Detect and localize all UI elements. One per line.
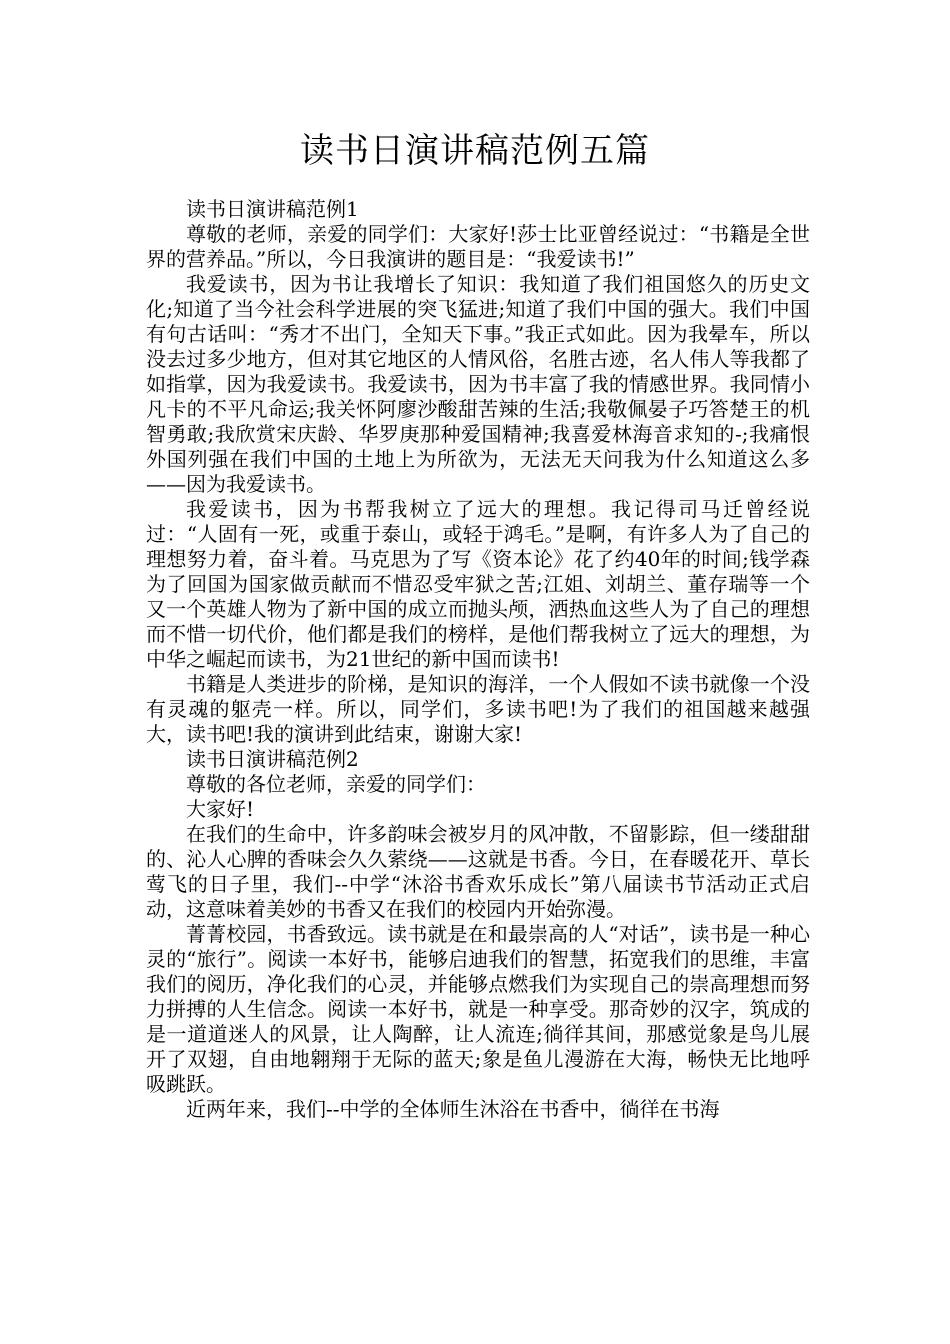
paragraph: 菁菁校园，书香致远。读书就是在和最崇高的人“对话”，读书是一种心灵的“旅行”。阅读一本好书，能够启迪我们的智慧，拓宽我们的思维，丰富我们的阅历，净化我们的心灵，并能够点燃我们为实现自己的崇高理想而努力拼搏的人生信念。阅读一本好书，就是一种享受。那奇妙的汉字，筑成的是一道道迷人的风景，让人陶醉，让人流连;徜徉其间，那感觉象是鸟儿展开了双翅，自由地翱翔于无际的蓝天;象是鱼儿漫游在大海，畅快无比地呼吸跳跃。: [146, 922, 810, 1096]
document-body: [146, 197, 810, 1122]
paragraph: 近两年来，我们--中学的全体师生沐浴在书香中，徜徉在书海: [186, 1097, 720, 1121]
paragraph: 在我们的生命中，许多韵味会被岁月的风冲散，不留影踪，但一缕甜甜的、沁人心脾的香味会久久萦绕——这就是书香。今日，在春暖花开、草长莺飞的日子里，我们--中学“沐浴书香欢乐成长”第八届读书节活动正式启动，这意味着美妙的书香又在我们的校园内开始弥漫。: [146, 822, 810, 921]
section-heading-2: 读书日演讲稿范例2: [186, 747, 359, 771]
document-title: 读书日演讲稿范例五篇: [300, 131, 650, 171]
section-heading-1: 读书日演讲稿范例1: [186, 197, 359, 221]
paragraph: 尊敬的各位老师，亲爱的同学们：: [186, 772, 486, 796]
paragraph: 我爱读书，因为书帮我树立了远大的理想。我记得司马迁曾经说过：“人固有一死，或重于泰山，或轻于鸿毛。”是啊，有许多人为了自己的理想努力着，奋斗着。马克思为了写《资本论》花了约40年的时间;钱学森为了回国为国家做贡献而不惜忍受牢狱之苦;江姐、刘胡兰、董存瑞等一个又一个英雄人物为了新中国的成立而抛头颅，洒热血这些人为了自己的理想而不惜一切代价，他们都是我们的榜样，是他们帮我树立了远大的理想，为中华之崛起而读书，为21世纪的新中国而读书!: [146, 497, 810, 671]
paragraph: 大家好!: [186, 797, 255, 821]
paragraph: 我爱读书，因为书让我增长了知识：我知道了我们祖国悠久的历史文化;知道了当今社会科学进展的突飞猛进;知道了我们中国的强大。我们中国有句古话叫：“秀才不出门，全知天下事。”我正式如此。因为我晕车，所以没去过多少地方，但对其它地区的人情风俗，名胜古迹，名人伟人等我都了如指掌，因为我爱读书。我爱读书，因为书丰富了我的情感世界。我同情小凡卡的不平凡命运;我关怀阿廖沙酸甜苦辣的生活;我敬佩晏子巧答楚王的机智勇敢;我欣赏宋庆龄、华罗庚那种爱国精神;我喜爱林海音求知的-;我痛恨外国列强在我们中国的土地上为所欲为，无法无天问我为什么知道这么多——因为我爱读书。: [146, 272, 810, 496]
paragraph: 尊敬的老师，亲爱的同学们：大家好!莎士比亚曾经说过：“书籍是全世界的营养品。”所以，今日我演讲的题目是：“我爱读书!”: [146, 222, 810, 271]
paragraph: 书籍是人类进步的阶梯，是知识的海洋，一个人假如不读书就像一个没有灵魂的躯壳一样。所以，同学们，多读书吧!为了我们的祖国越来越强大，读书吧!我的演讲到此结束，谢谢大家!: [146, 672, 810, 746]
